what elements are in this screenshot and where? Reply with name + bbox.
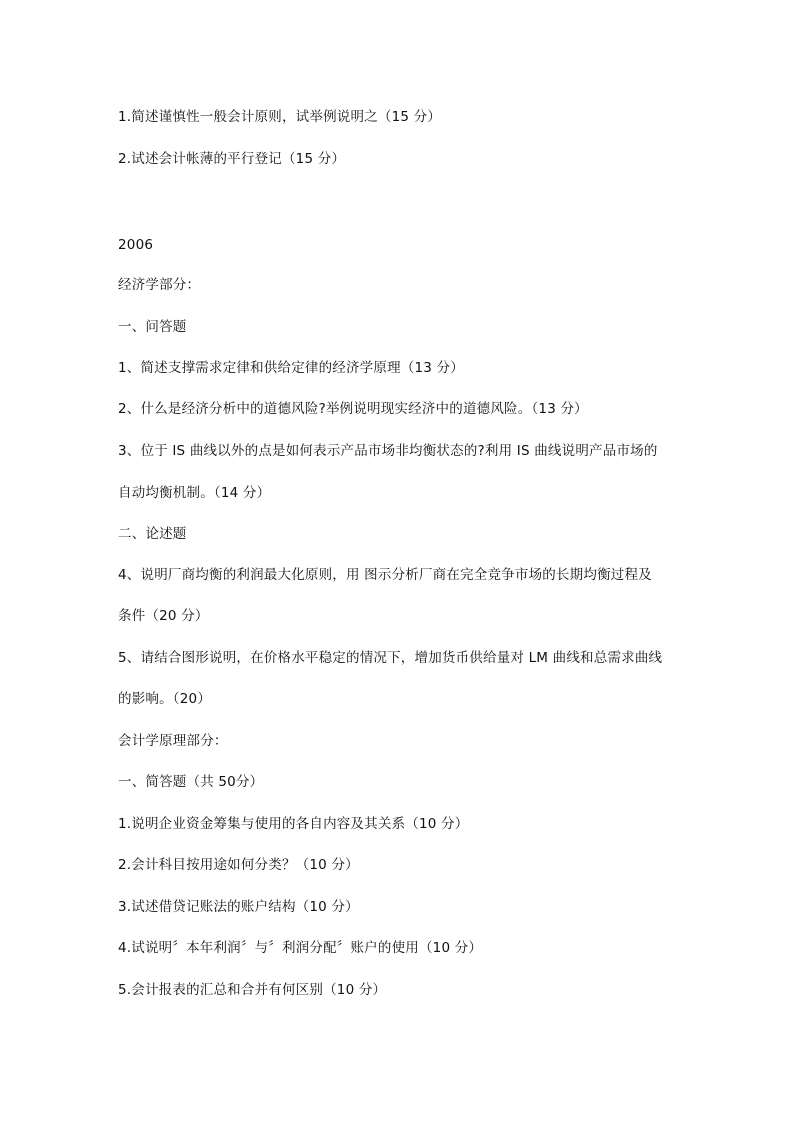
econ-question-3-line-2: 自动均衡机制。（14 分） [118, 485, 271, 501]
question-parallel-posting: 2.试述会计帐薄的平行登记（15 分） [118, 151, 346, 167]
section-title-accounting: 会计学原理部分： [118, 733, 228, 749]
subsection-title-short-answer: 一、简答题（共 50分） [118, 774, 264, 790]
acct-question-4: 4.试说明〞本年利润〞与〞利润分配〞账户的使用（10 分） [118, 940, 483, 956]
econ-question-5-line-2: 的影响。（20） [118, 691, 212, 707]
acct-question-1: 1.说明企业资金筹集与使用的各自内容及其关系（10 分） [118, 816, 469, 832]
econ-question-4-line-1: 4、说明厂商均衡的利润最大化原则，用 图示分析厂商在完全竞争市场的长期均衡过程及 [118, 567, 652, 583]
acct-question-3: 3.试述借贷记账法的账户结构（10 分） [118, 899, 359, 915]
acct-question-2: 2.会计科目按用途如何分类？（10 分） [118, 857, 359, 873]
econ-question-4-line-2: 条件（20 分） [118, 608, 209, 624]
econ-question-3-line-1: 3、位于 IS 曲线以外的点是如何表示产品市场非均衡状态的?利用 IS 曲线说明产品市场的 [118, 443, 658, 459]
subsection-title-essay: 二、论述题 [118, 526, 187, 542]
acct-question-5: 5.会计报表的汇总和合并有何区别（10 分） [118, 982, 387, 998]
section-title-economics: 经济学部分： [118, 277, 201, 293]
econ-question-5-line-1: 5、请结合图形说明，在价格水平稳定的情况下，增加货币供给量对 LM 曲线和总需求曲线 [118, 650, 663, 666]
econ-question-1: 1、简述支撑需求定律和供给定律的经济学原理（13 分） [118, 360, 464, 376]
subsection-title-qa: 一、问答题 [118, 319, 187, 335]
year-heading: 2006 [118, 237, 154, 253]
econ-question-2: 2、什么是经济分析中的道德风险?举例说明现实经济中的道德风险。（13 分） [118, 401, 588, 417]
question-prudence-principle: 1.简述谨慎性一般会计原则，试举例说明之（15 分） [118, 109, 442, 125]
